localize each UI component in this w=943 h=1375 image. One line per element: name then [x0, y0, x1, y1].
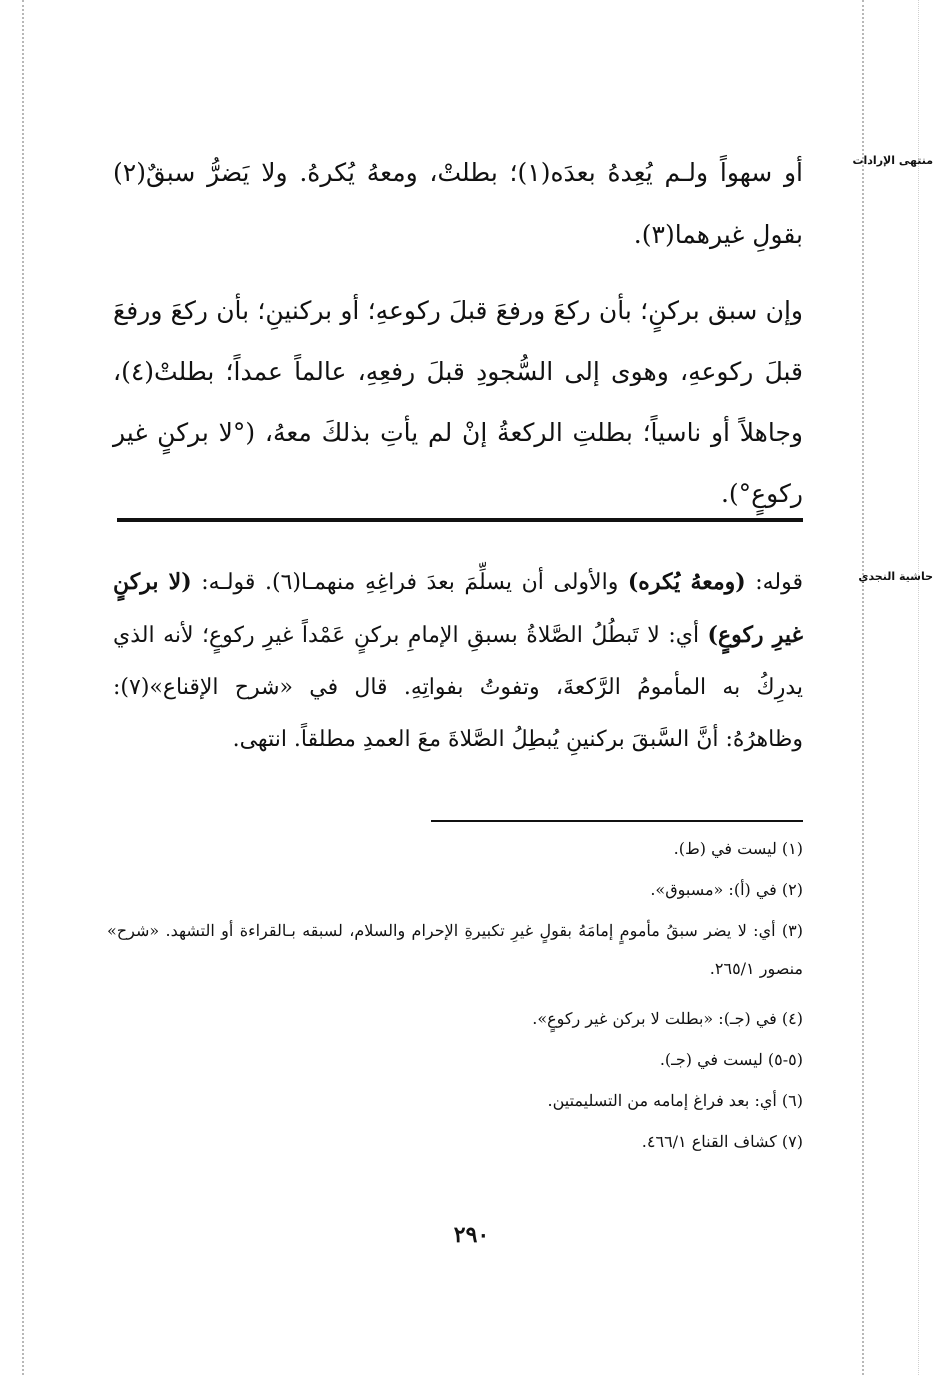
scan-margin-right-outer — [918, 0, 919, 1375]
side-label-matn: منتهى الإرادات — [852, 154, 933, 167]
footnote-6: (٦) أي: بعد فراغ إمامه من التسليمتين. — [547, 1091, 803, 1110]
commentary-rest: أي: لا تَبطُلُ الصَّلاةُ بسبقِ الإمامِ بركنٍ عَمْداً غيرِ ركوعٍ؛ لأنه الذي يدرِكُ به المأمومُ الرَّكعةَ، وتفوتُ بفواتِهِ. قال في «شرح الإقناع»(٧): وظاهرُهُ: أنَّ السَّبقَ بركنينِ يُبطِلُ الصَّلاةَ معَ العمدِ مطلقاً. انتهى. — [113, 623, 803, 752]
footnotes-list — [107, 828, 803, 1162]
commentary-middle: والأولى أن يسلِّمَ بعدَ فراغِهِ منهمـا(٦). قولـه: — [191, 570, 628, 595]
footnote-divider — [431, 820, 803, 822]
footnote-7: (٧) كشاف القناع ٤٦٦/١. — [641, 1132, 803, 1151]
page-number: ٢٩٠ — [453, 1222, 490, 1248]
commentary-intro: قوله: — [745, 570, 804, 595]
footnote-3: (٣) أي: لا يضر سبقُ مأمومٍ إمامَهُ بقولٍ غيرِ تكبيرةِ الإحرام والسلام، لسبقه بـالقراءة أو التشهد. «شرح» منصور ٢٦٥/١. — [107, 921, 803, 978]
matn-paragraph-1: أو سهواً ولـم يُعِدهُ بعدَه(١)؛ بطلتْ، ومعهُ يُكرهُ. ولا يَضرُّ سبقٌ(٢) بقولِ غيرهما(٣). — [113, 158, 803, 249]
footnote-2: (٢) في (أ): «مسبوق». — [650, 880, 803, 899]
footnote-4: (٤) في (جـ): «بطلت لا بركن غير ركوعٍ». — [532, 1009, 803, 1028]
footnote-5: (٥-٥) ليست في (جـ). — [659, 1050, 803, 1069]
scan-margin-right — [862, 0, 864, 1375]
side-label-hashiya: حاشية النجدي — [858, 570, 933, 583]
matn-paragraph-2: وإن سبق بركنٍ؛ بأن ركعَ ورفعَ قبلَ ركوعهِ؛ أو بركنينِ؛ بأن ركعَ ورفعَ قبلَ ركوعهِ، وهوى إلى السُّجودِ قبلَ رفعِهِ، عالماً عمداً؛ بطلتْ(٤)، وجاهلاً أو ناسياً؛ بطلتِ الركعةُ إنْ لم يأتِ بذلكَ معهُ، (°لا بركنٍ غير ركوعٍ°). — [113, 296, 803, 508]
footnote-1: (١) ليست في (ط). — [673, 839, 803, 858]
section-divider — [117, 518, 803, 522]
scan-margin-left — [22, 0, 24, 1375]
commentary-quote-1: (ومعهُ يُكره) — [627, 569, 746, 595]
commentary-paragraph — [113, 556, 803, 766]
commentary-quote-2: (لا بركنٍ غيرِ ركوعٍ) — [113, 569, 803, 648]
